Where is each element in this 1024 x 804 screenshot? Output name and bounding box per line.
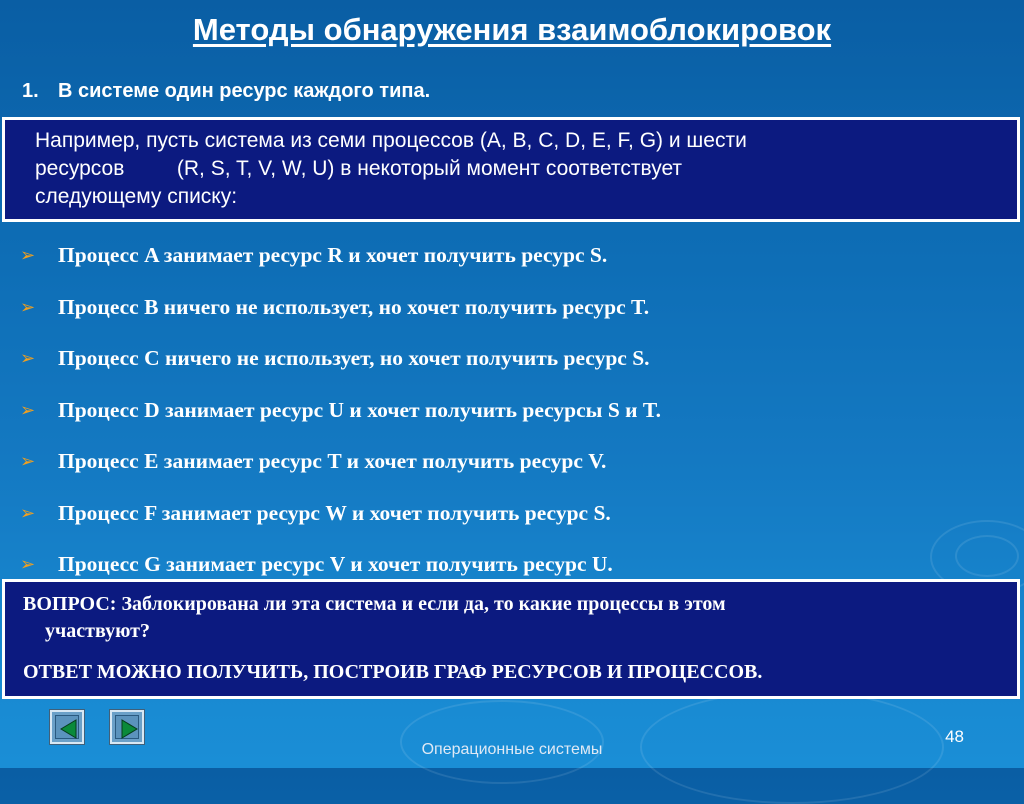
section-heading-text: В системе один ресурс каждого типа. bbox=[58, 80, 431, 102]
example-line: Например, пусть система из семи процессов (A, B, C, D, E, F, G) и шести bbox=[35, 129, 747, 152]
example-line: следующему списку: bbox=[35, 185, 238, 208]
question-text: ВОПРОС: Заблокирована ли эта система и если да, то какие процессы в этом bbox=[23, 593, 726, 615]
page-number: 48 bbox=[945, 727, 964, 746]
list-item-text: Процесс A занимает ресурс R и хочет получить ресурс S. bbox=[58, 243, 608, 268]
list-item bbox=[20, 230, 1010, 282]
question-continuation bbox=[23, 618, 1003, 645]
next-slide-button[interactable] bbox=[110, 710, 144, 744]
list-item-text: Процесс C ничего не использует, но хочет получить ресурс S. bbox=[58, 346, 650, 371]
question-box bbox=[2, 579, 1020, 699]
list-item bbox=[20, 385, 1010, 437]
previous-slide-button[interactable] bbox=[50, 710, 84, 744]
list-item bbox=[20, 333, 1010, 385]
triangle-left-icon bbox=[58, 718, 80, 740]
arrow-bullet-icon: ➢ bbox=[20, 451, 36, 473]
example-text bbox=[35, 127, 1003, 211]
footer-text: Операционные системы bbox=[421, 741, 603, 758]
list-item-text: Процесс D занимает ресурс U и хочет получить ресурсы S и T. bbox=[58, 397, 662, 422]
list-item bbox=[20, 436, 1010, 488]
list-item bbox=[20, 282, 1010, 334]
list-item bbox=[20, 488, 1010, 540]
arrow-bullet-icon: ➢ bbox=[20, 399, 36, 421]
list-item-text: Процесс F занимает ресурс W и хочет получить ресурс S. bbox=[58, 500, 611, 525]
question-line: участвуют? bbox=[45, 620, 150, 642]
section-heading bbox=[22, 80, 430, 103]
arrow-bullet-icon: ➢ bbox=[20, 348, 36, 370]
section-number: 1. bbox=[22, 80, 39, 102]
answer-text: ОТВЕТ МОЖНО ПОЛУЧИТЬ, ПОСТРОИВ ГРАФ РЕСУРСОВ И ПРОЦЕССОВ. bbox=[23, 661, 763, 683]
arrow-bullet-icon: ➢ bbox=[20, 554, 36, 576]
slide-title: Методы обнаружения взаимоблокировок bbox=[192, 12, 832, 47]
arrow-bullet-icon: ➢ bbox=[20, 502, 36, 524]
list-item-text: Процесс G занимает ресурс V и хочет получить ресурс U. bbox=[58, 552, 613, 577]
arrow-bullet-icon: ➢ bbox=[20, 296, 36, 318]
list-item-text: Процесс B ничего не использует, но хочет получить ресурс T. bbox=[58, 294, 650, 319]
list-item-text: Процесс E занимает ресурс T и хочет получить ресурс V. bbox=[58, 449, 607, 474]
process-list bbox=[20, 230, 1010, 591]
example-line: ресурсов (R, S, T, V, W, U) в некоторый момент соответствует bbox=[35, 157, 683, 180]
arrow-bullet-icon: ➢ bbox=[20, 245, 36, 267]
example-box bbox=[2, 117, 1020, 222]
triangle-right-icon bbox=[118, 718, 140, 740]
